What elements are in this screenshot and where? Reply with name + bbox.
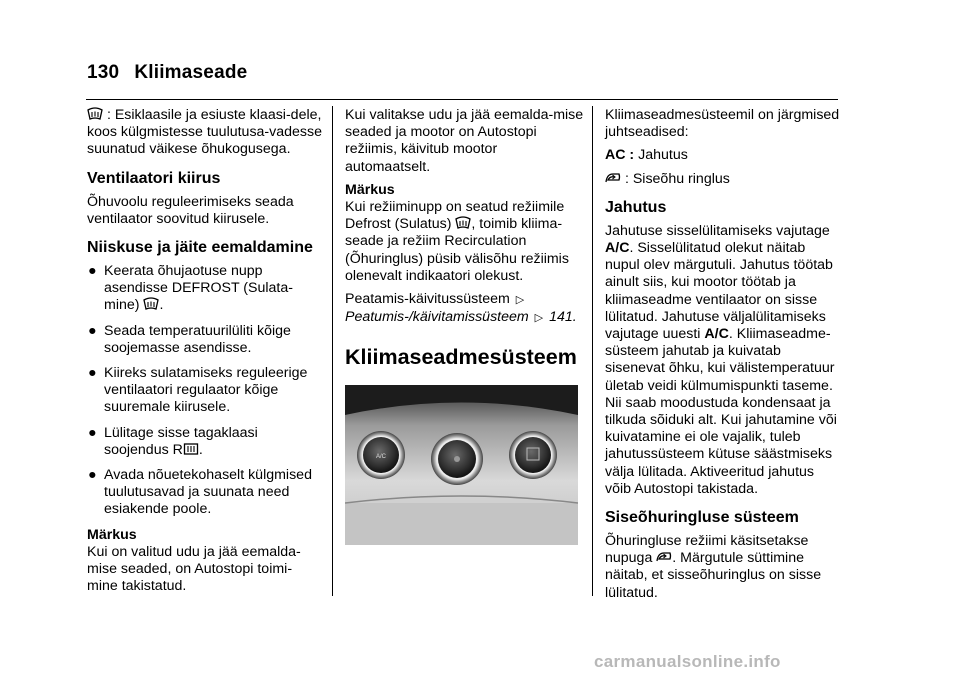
header-rule: [86, 99, 838, 100]
reference-arrow-icon: ▷: [534, 312, 544, 325]
cooling-text: Jahutuse sisselülitamiseks vajutage A/C. Sisselülitatud olekut näitab nupul olev märgutuli. Jahutus töötab ainult siis, kui mootor töötab ja kliimaseadme ventilaator on sisse lülitatud. Jahutuse väljalülitamiseks vajutage uuesti A/C. Kliimaseadme-süsteem jahutab ja kuivatab sisenevat õhku, kui välistemperatuur ületab veidi külmumispunkti taseme. Nii saab moodustuda kondensaat ja tilkuda sõiduki alt. Kui jahutamine või kuivatamine ei ole vajalik, tuleb jahutussüsteem kütuse säästmiseks välja lülitada. Aktiveeritud jahutus võib Autostopi takistada.: [605, 222, 837, 497]
heading-climate-system: Kliimaseadmesüsteem: [345, 345, 577, 370]
defog-steps-list: [87, 263, 322, 519]
defrost-text: : Esiklaasile ja esiuste klaasi-dele, koos külgmistesse tuulutusa-vadesse suunatud väikese õhukogusega.: [87, 107, 323, 158]
column-divider: [332, 106, 333, 596]
rear-window-defrost-icon: [183, 442, 199, 456]
ac-knob-label: A/C: [375, 454, 387, 461]
watermark: carmanualsonline.info: [594, 652, 781, 671]
recirculation-text: Õhuringluse režiimi käsitsetakse nupuga . Märgutule süttimine näitab, et sisseõhuringlus on sisse lülitatud.: [605, 533, 822, 601]
windshield-defrost-icon: [143, 297, 159, 311]
page-number: 130: [87, 62, 120, 83]
list-item: ● Avada nõuetekohaselt külgmised tuulutusavad ja suunata need esiakende poole.: [88, 467, 312, 518]
column-2: [345, 107, 585, 545]
controls-intro: Kliimaseadmesüsteemil on järgmised juhtseadised:: [605, 107, 840, 141]
heading-defogging: Niiskuse ja jäite eemaldamine: [87, 239, 313, 257]
windshield-defrost-icon: [87, 107, 103, 121]
note-text: Kui on valitud udu ja jää eemalda-mise seaded, on Autostopi toimi-mine takistatud.: [87, 543, 301, 595]
reference-page[interactable]: 141: [549, 309, 573, 326]
heading-cooling: Jahutus: [605, 198, 667, 216]
recirculation-icon: [605, 171, 621, 185]
heading-fan-speed: Ventilaatori kiirus: [87, 169, 221, 187]
column-divider: [592, 106, 593, 596]
windshield-defrost-icon: [455, 216, 471, 230]
reference-arrow-icon: ▷: [515, 294, 525, 307]
climate-control-photo: [345, 385, 578, 545]
column-3: [605, 107, 843, 608]
note-label: Märkus: [345, 181, 395, 198]
autostop-text: Kui valitakse udu ja jää eemalda-mise seaded ja mootor on Autostopi režiimis, käivitub mootor automaatselt.: [345, 107, 584, 175]
column-1: [87, 107, 322, 601]
page-header: [87, 62, 247, 84]
recirculation-icon: [656, 550, 672, 564]
note-label: Märkus: [87, 526, 137, 543]
list-item: ● Keerata õhujaotuse nupp asendisse DEFROST (Sulata-mine) .: [88, 263, 293, 314]
list-item: ● Seada temperatuurilüliti kõige soojemasse asendisse.: [88, 322, 291, 356]
ac-control-row: AC : Jahutus: [605, 147, 688, 164]
reference-link[interactable]: Peatumis-/käivitamissüsteem: [345, 309, 529, 326]
recirc-control-row: : Siseõhu ringlus: [605, 171, 843, 188]
list-item: ● Lülitage sisse tagaklaasi soojendus R .: [88, 424, 258, 458]
list-item: ● Kiireks sulatamiseks reguleerige ventilaatori regulaator kõige suuremale kiirusele.: [88, 365, 308, 416]
heading-recirculation: Siseõhuringluse süsteem: [605, 509, 799, 527]
fan-text: Õhuvoolu reguleerimiseks seada ventilaator soovitud kiirusele.: [87, 193, 294, 227]
section-title: Kliimaseade: [134, 62, 248, 83]
cross-reference: Peatamis-käivitussüsteem ▷ Peatumis-/käivitamissüsteem ▷ 141.: [345, 291, 585, 327]
defrost-description: [87, 107, 322, 159]
note-text: Kui režiiminupp on seatud režiimile Defrost (Sulatus) , toimib kliima-seade ja režiim Recirculation (Õhuringlus) püsib välisõhu režiimis olenevalt indikaatori olekust.: [345, 199, 569, 284]
